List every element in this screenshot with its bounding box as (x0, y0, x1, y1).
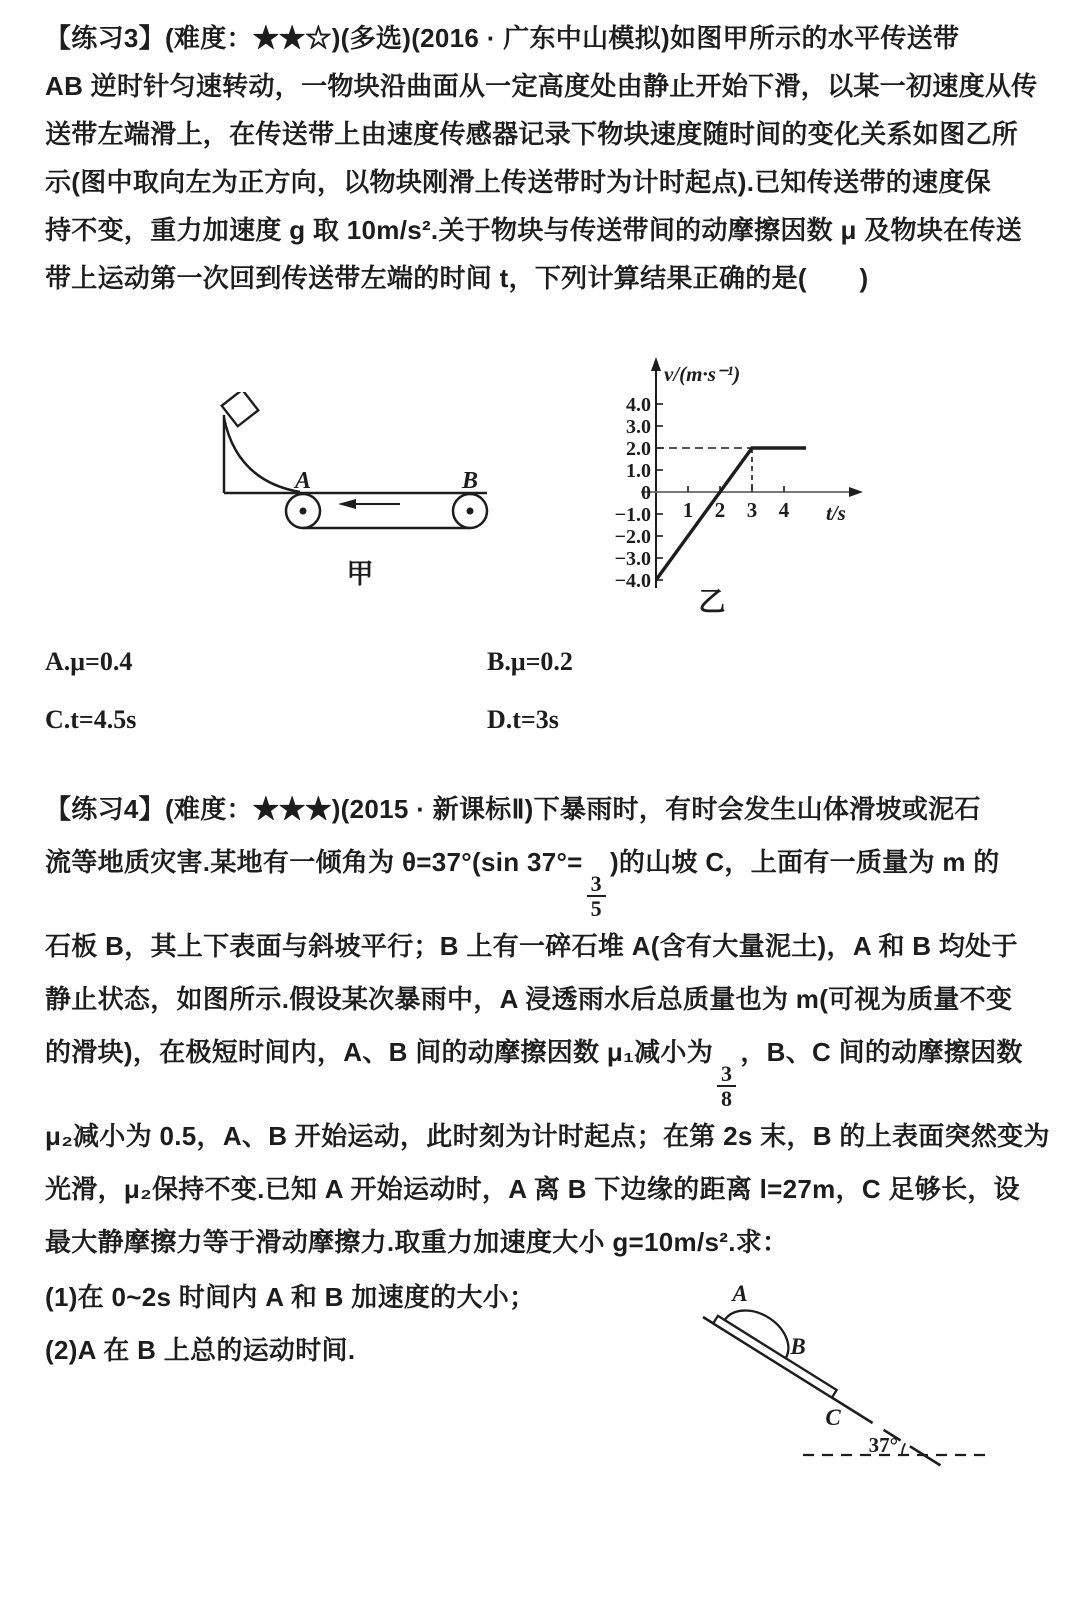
pulley-a-label: A (294, 468, 312, 494)
x-tick-label: 3 (746, 498, 758, 522)
fraction-numerator: 3 (721, 1061, 733, 1087)
text-line-with-fraction (45, 1026, 1035, 1110)
fraction-three-fifths (587, 872, 606, 920)
incline-angle-label: 37° (868, 1433, 898, 1458)
answer-options (45, 647, 1035, 735)
figure-belt (210, 392, 510, 591)
text-line: 示(图中取向左为正方向，以物块刚滑上传送带时为计时起点).已知传送带的速度保 (45, 167, 991, 197)
text-line: 持不变，重力加速度 g 取 10m/s².关于物块与传送带间的动摩擦因数 μ 及物块在传送 (45, 215, 1023, 245)
incline-label-a: A (732, 1281, 748, 1307)
incline-label-b: B (790, 1334, 806, 1360)
figure-belt-caption: 甲 (346, 559, 374, 589)
y-axis-arrow (651, 357, 661, 371)
y-tick-label: 3.0 (626, 416, 651, 438)
y-axis-label: v/(m·s⁻¹) (664, 362, 741, 386)
sub-question-2: (2)A 在 B 上总的运动时间. (45, 1335, 356, 1366)
text-line: 送带左端滑上，在传送带上由速度传感器记录下物块速度随时间的变化关系如图乙所 (45, 119, 1019, 149)
problem-4-bottom (45, 1271, 1035, 1482)
angle-arc (902, 1444, 905, 1456)
option-b: B.μ=0.2 (487, 647, 573, 676)
sliding-block (222, 392, 258, 426)
incline-diagram (685, 1277, 1015, 1482)
problem-4-text (45, 783, 1050, 1269)
sub-question-1: (1)在 0~2s 时间内 A 和 B 加速度的大小； (45, 1282, 536, 1313)
y-tick-label: −3.0 (614, 548, 651, 570)
x-tick-label: 1 (682, 498, 694, 522)
y-tick-label: 0 (641, 482, 651, 504)
text-segment: ，B、C 间的动摩擦因数 (740, 1037, 1023, 1068)
text-line: 【练习4】(难度：★★★)(2015 · 新课标Ⅱ)下暴雨时，有时会发生山体滑坡或泥石 (45, 794, 981, 824)
figure-velocity-graph (605, 354, 915, 619)
x-tick-label: 2 (714, 498, 726, 522)
text-line: 光滑，μ₂保持不变.已知 A 开始运动时，A 离 B 下边缘的距离 l=27m，C 足够长，设 (45, 1174, 1020, 1205)
text-segment: )的山坡 C，上面有一质量为 m 的 (609, 847, 1000, 877)
fraction-three-eighths (717, 1062, 736, 1110)
text-line: AB 逆时针匀速转动，一物块沿曲面从一定高度处由静止开始下滑，以某一初速度从传 (45, 71, 1038, 101)
text-segment: 的滑块)，在极短时间内，A、B 间的动摩擦因数 μ₁减小为 (45, 1037, 714, 1068)
text-line: 带上运动第一次回到传送带左端的时间 t，下列计算结果正确的是( ) (45, 263, 869, 293)
problem-3-text (45, 14, 1038, 302)
y-tick-label: 4.0 (626, 394, 651, 416)
text-line: μ₂减小为 0.5，A、B 开始运动，此时刻为计时起点；在第 2s 末，B 的上表面突然变为 (45, 1121, 1050, 1152)
fraction-denominator: 5 (587, 895, 606, 920)
option-c: C.t=4.5s (45, 705, 137, 734)
fraction-denominator: 8 (717, 1085, 736, 1110)
text-line: 最大静摩擦力等于滑动摩擦力.取重力加速度大小 g=10m/s².求： (45, 1227, 789, 1258)
vt-graph (605, 354, 915, 594)
text-line-with-fraction (45, 836, 1035, 920)
figure-incline (685, 1277, 1030, 1482)
text-line: 静止状态，如图所示.假设某次暴雨中，A 浸透雨水后总质量也为 m(可视为质量不变 (45, 984, 1013, 1015)
y-tick-label: 2.0 (626, 438, 651, 460)
option-d: D.t=3s (487, 705, 559, 734)
text-segment: 流等地质灾害.某地有一倾角为 θ=37°(sin 37°= (45, 847, 583, 877)
fraction-numerator: 3 (590, 871, 602, 896)
sub-questions (45, 1271, 685, 1482)
figure-graph-caption: 乙 (698, 587, 726, 617)
y-tick-label: −4.0 (614, 570, 651, 592)
pulley-b-axle (467, 508, 474, 515)
y-tick-label: −1.0 (614, 504, 651, 526)
y-tick-label: 1.0 (626, 460, 651, 482)
y-tick-label: −2.0 (614, 526, 651, 548)
pulley-a-axle (300, 508, 307, 515)
problem-4 (45, 783, 1050, 1482)
belt-diagram (210, 392, 510, 544)
ramp-curve (224, 418, 300, 492)
text-line: 石板 B，其上下表面与斜坡平行；B 上有一碎石堆 A(含有大量泥土)，A 和 B 均处于 (45, 931, 1018, 962)
incline-label-c: C (825, 1405, 841, 1431)
problem-3 (45, 14, 1038, 735)
pulley-b-label: B (461, 468, 479, 494)
x-axis-arrow (849, 487, 863, 497)
problem-3-figures (210, 338, 1035, 635)
belt-direction-arrow-head (338, 499, 356, 509)
option-a: A.μ=0.4 (45, 647, 133, 676)
x-axis-label: t/s (826, 501, 846, 525)
x-tick-label: 4 (778, 498, 790, 522)
text-line: 【练习3】(难度：★★☆)(多选)(2016 · 广东中山模拟)如图甲所示的水平传送带 (45, 23, 960, 53)
